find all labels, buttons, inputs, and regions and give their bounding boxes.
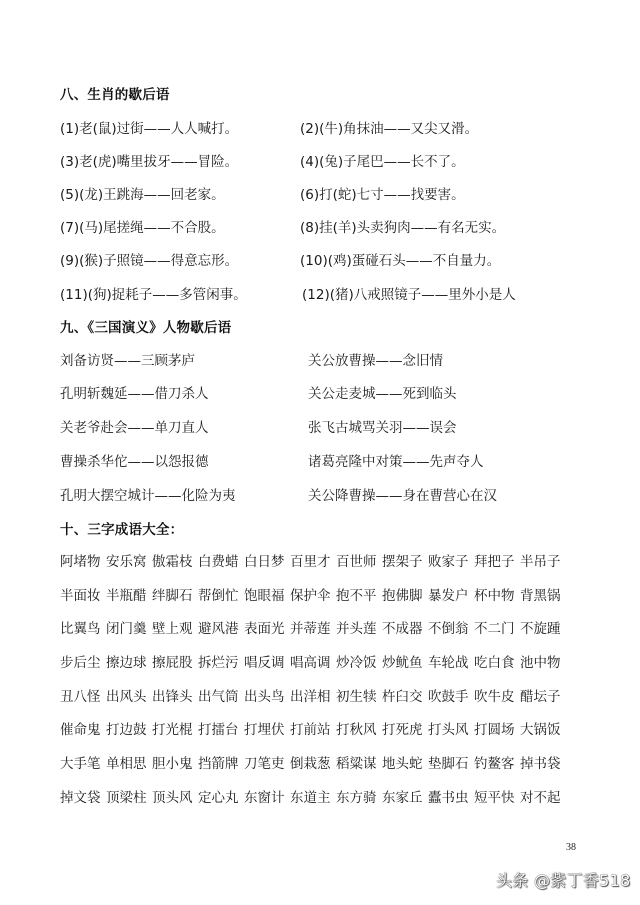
idiom: 顶头风 bbox=[152, 789, 193, 806]
xiehouyu-item: (3)老(虎)嘴里拔牙——冒险。 bbox=[60, 154, 239, 170]
idiom: 东窗计 bbox=[244, 789, 285, 806]
idiom: 闭门羹 bbox=[106, 621, 147, 638]
idiom: 安乐窝 bbox=[106, 554, 147, 570]
idiom-row bbox=[60, 651, 560, 685]
idiom: 蠹书虫 bbox=[428, 789, 469, 806]
idiom: 擦边球 bbox=[106, 655, 147, 672]
idiom: 出洋相 bbox=[290, 688, 331, 705]
idiom: 杯中物 bbox=[474, 587, 515, 604]
idiom-row bbox=[60, 718, 560, 752]
idiom: 池中物 bbox=[520, 655, 561, 672]
xiehouyu-item: 刘备访贤——三顾茅庐 bbox=[60, 353, 195, 369]
idiom: 比翼鸟 bbox=[60, 621, 101, 638]
idiom: 绊脚石 bbox=[152, 587, 193, 604]
xiehouyu-item: 关老爷赴会——单刀直人 bbox=[60, 420, 209, 436]
idiom: 唱高调 bbox=[290, 655, 331, 672]
xiehouyu-item: (12)(猪)八戒照镜子——里外小是人 bbox=[302, 287, 516, 303]
page-number: 38 bbox=[566, 842, 576, 853]
zodiac-xiehouyu-row bbox=[60, 183, 580, 203]
xiehouyu-item: 关公降曹操——身在曹营心在汉 bbox=[308, 488, 497, 504]
three-kingdoms-xiehouyu-row bbox=[60, 450, 580, 470]
idiom: 初生犊 bbox=[336, 688, 377, 705]
idiom: 出锋头 bbox=[152, 688, 193, 705]
xiehouyu-item: 孔明大摆空城计——化险为夷 bbox=[60, 488, 236, 504]
idiom: 吃白食 bbox=[474, 655, 515, 672]
idiom: 大手笔 bbox=[60, 756, 101, 773]
section-8-heading: 八、生肖的歇后语 bbox=[60, 87, 170, 103]
xiehouyu-item: (10)(鸡)蛋碰石头——不自量力。 bbox=[300, 253, 501, 269]
idiom: 并蒂莲 bbox=[290, 621, 331, 638]
idiom: 背黑锅 bbox=[520, 587, 561, 604]
idiom: 地头蛇 bbox=[382, 756, 423, 773]
idiom: 掉书袋 bbox=[520, 756, 561, 773]
section-9-heading: 九、《三国演义》人物歇后语 bbox=[60, 320, 232, 336]
idiom: 打边鼓 bbox=[106, 722, 147, 739]
idiom: 百世师 bbox=[336, 554, 377, 570]
three-kingdoms-xiehouyu-row bbox=[60, 484, 580, 504]
xiehouyu-item: (7)(马)尾搓绳——不合股。 bbox=[60, 220, 225, 236]
idiom: 出气筒 bbox=[198, 688, 239, 705]
idiom-row bbox=[60, 685, 560, 719]
idiom: 刀笔吏 bbox=[244, 756, 285, 773]
idiom: 吹鼓手 bbox=[428, 688, 469, 705]
idiom: 打圆场 bbox=[474, 722, 515, 739]
idiom: 东家丘 bbox=[382, 789, 423, 806]
idiom: 顶梁柱 bbox=[106, 789, 147, 806]
three-kingdoms-xiehouyu-row bbox=[60, 382, 580, 402]
idiom: 暴发户 bbox=[428, 587, 469, 604]
three-kingdoms-xiehouyu-row bbox=[60, 416, 580, 436]
idiom: 不倒翁 bbox=[428, 621, 469, 638]
xiehouyu-item: (1)老(鼠)过街——人人喊打。 bbox=[60, 121, 239, 137]
zodiac-xiehouyu-row bbox=[60, 283, 580, 303]
idiom: 表面光 bbox=[244, 621, 285, 638]
idiom: 白费蜡 bbox=[198, 554, 239, 570]
idiom: 单相思 bbox=[106, 756, 147, 773]
idiom-row bbox=[60, 550, 560, 584]
zodiac-xiehouyu-row bbox=[60, 117, 580, 137]
watermark: 头条 @紫丁香518 bbox=[496, 871, 631, 890]
xiehouyu-item: (9)(猴)子照镜——得意忘形。 bbox=[60, 253, 239, 269]
idiom-row bbox=[60, 617, 560, 651]
idiom: 白日梦 bbox=[244, 554, 285, 570]
idiom-row bbox=[60, 752, 560, 786]
idiom: 炒冷饭 bbox=[336, 655, 377, 672]
idiom: 催命鬼 bbox=[60, 722, 101, 739]
idiom: 避风港 bbox=[198, 621, 239, 638]
idiom: 不旋踵 bbox=[520, 621, 561, 638]
idiom: 百里才 bbox=[290, 554, 331, 570]
idiom: 对不起 bbox=[520, 789, 561, 806]
idiom: 壁上观 bbox=[152, 621, 193, 638]
zodiac-xiehouyu-row bbox=[60, 216, 580, 236]
idiom: 败家子 bbox=[428, 554, 469, 570]
idiom: 拆烂污 bbox=[198, 655, 239, 672]
idiom: 东道主 bbox=[290, 789, 331, 806]
idiom: 打擂台 bbox=[198, 722, 239, 739]
idiom: 阿堵物 bbox=[60, 554, 101, 570]
section-10-heading: 十、三字成语大全： bbox=[60, 522, 184, 538]
xiehouyu-item: 曹操杀华佗——以怨报德 bbox=[60, 454, 209, 470]
idiom-row bbox=[60, 584, 560, 618]
idiom: 掉文袋 bbox=[60, 789, 101, 806]
idiom: 吹牛皮 bbox=[474, 688, 515, 705]
xiehouyu-item: (8)挂(羊)头卖狗肉——有名无实。 bbox=[300, 220, 506, 236]
idiom: 打前站 bbox=[290, 722, 331, 739]
idiom: 垫脚石 bbox=[428, 756, 469, 773]
idiom: 半面妆 bbox=[60, 587, 101, 604]
three-kingdoms-xiehouyu-row bbox=[60, 349, 580, 369]
zodiac-xiehouyu-row bbox=[60, 150, 580, 170]
idiom: 胆小鬼 bbox=[152, 756, 193, 773]
idiom: 擦屁股 bbox=[152, 655, 193, 672]
xiehouyu-item: 关公走麦城——死到临头 bbox=[308, 386, 457, 402]
xiehouyu-item: (6)打(蛇)七寸——找要害。 bbox=[300, 187, 465, 203]
xiehouyu-item: 诸葛亮隆中对策——先声夺人 bbox=[308, 454, 484, 470]
idiom: 丑八怪 bbox=[60, 688, 101, 705]
xiehouyu-item: (5)(龙)王跳海——回老家。 bbox=[60, 187, 225, 203]
idiom: 步后尘 bbox=[60, 655, 101, 672]
idiom: 车轮战 bbox=[428, 655, 469, 672]
xiehouyu-item: 关公放曹操——念旧情 bbox=[308, 353, 443, 369]
idiom: 打死虎 bbox=[382, 722, 423, 739]
idiom: 半瓶醋 bbox=[106, 587, 147, 604]
idiom: 短平快 bbox=[474, 789, 515, 806]
idiom: 打埋伏 bbox=[244, 722, 285, 739]
idiom: 拜把子 bbox=[474, 554, 515, 570]
xiehouyu-item: 孔明斩魏延——借刀杀人 bbox=[60, 386, 209, 402]
idiom: 倒栽葱 bbox=[290, 756, 331, 773]
zodiac-xiehouyu-row bbox=[60, 249, 580, 269]
idiom: 东方骑 bbox=[336, 789, 377, 806]
xiehouyu-item: (2)(牛)角抹油——又尖又滑。 bbox=[300, 121, 479, 137]
idiom: 帮倒忙 bbox=[198, 587, 239, 604]
idiom: 炒鱿鱼 bbox=[382, 655, 423, 672]
idiom: 大锅饭 bbox=[520, 722, 561, 739]
idiom: 打秋风 bbox=[336, 722, 377, 739]
idiom: 保护伞 bbox=[290, 587, 331, 604]
idiom: 傲霜枝 bbox=[152, 554, 193, 570]
idiom: 打头风 bbox=[428, 722, 469, 739]
idiom-row bbox=[60, 786, 560, 820]
idiom: 不成器 bbox=[382, 621, 423, 638]
idiom: 半吊子 bbox=[520, 554, 561, 570]
idiom: 饱眼福 bbox=[244, 587, 285, 604]
idiom: 打光棍 bbox=[152, 722, 193, 739]
idiom: 出风头 bbox=[106, 688, 147, 705]
idiom: 唱反调 bbox=[244, 655, 285, 672]
idiom: 杵臼交 bbox=[382, 688, 423, 705]
idiom: 稻粱谋 bbox=[336, 756, 377, 773]
idiom: 定心丸 bbox=[198, 789, 239, 806]
idiom: 并头莲 bbox=[336, 621, 377, 638]
xiehouyu-item: (4)(兔)子尾巴——长不了。 bbox=[300, 154, 465, 170]
idiom: 出头鸟 bbox=[244, 688, 285, 705]
idiom: 挡箭牌 bbox=[198, 756, 239, 773]
idiom: 钓鳌客 bbox=[474, 756, 515, 773]
idiom: 抱不平 bbox=[336, 587, 377, 604]
xiehouyu-item: (11)(狗)捉耗子——多管闲事。 bbox=[60, 287, 247, 303]
idiom: 摆架子 bbox=[382, 554, 423, 570]
three-char-idiom-grid bbox=[60, 550, 560, 820]
xiehouyu-item: 张飞古城骂关羽——误会 bbox=[308, 420, 457, 436]
idiom: 醋坛子 bbox=[520, 688, 561, 705]
idiom: 不二门 bbox=[474, 621, 515, 638]
idiom: 抱佛脚 bbox=[382, 587, 423, 604]
